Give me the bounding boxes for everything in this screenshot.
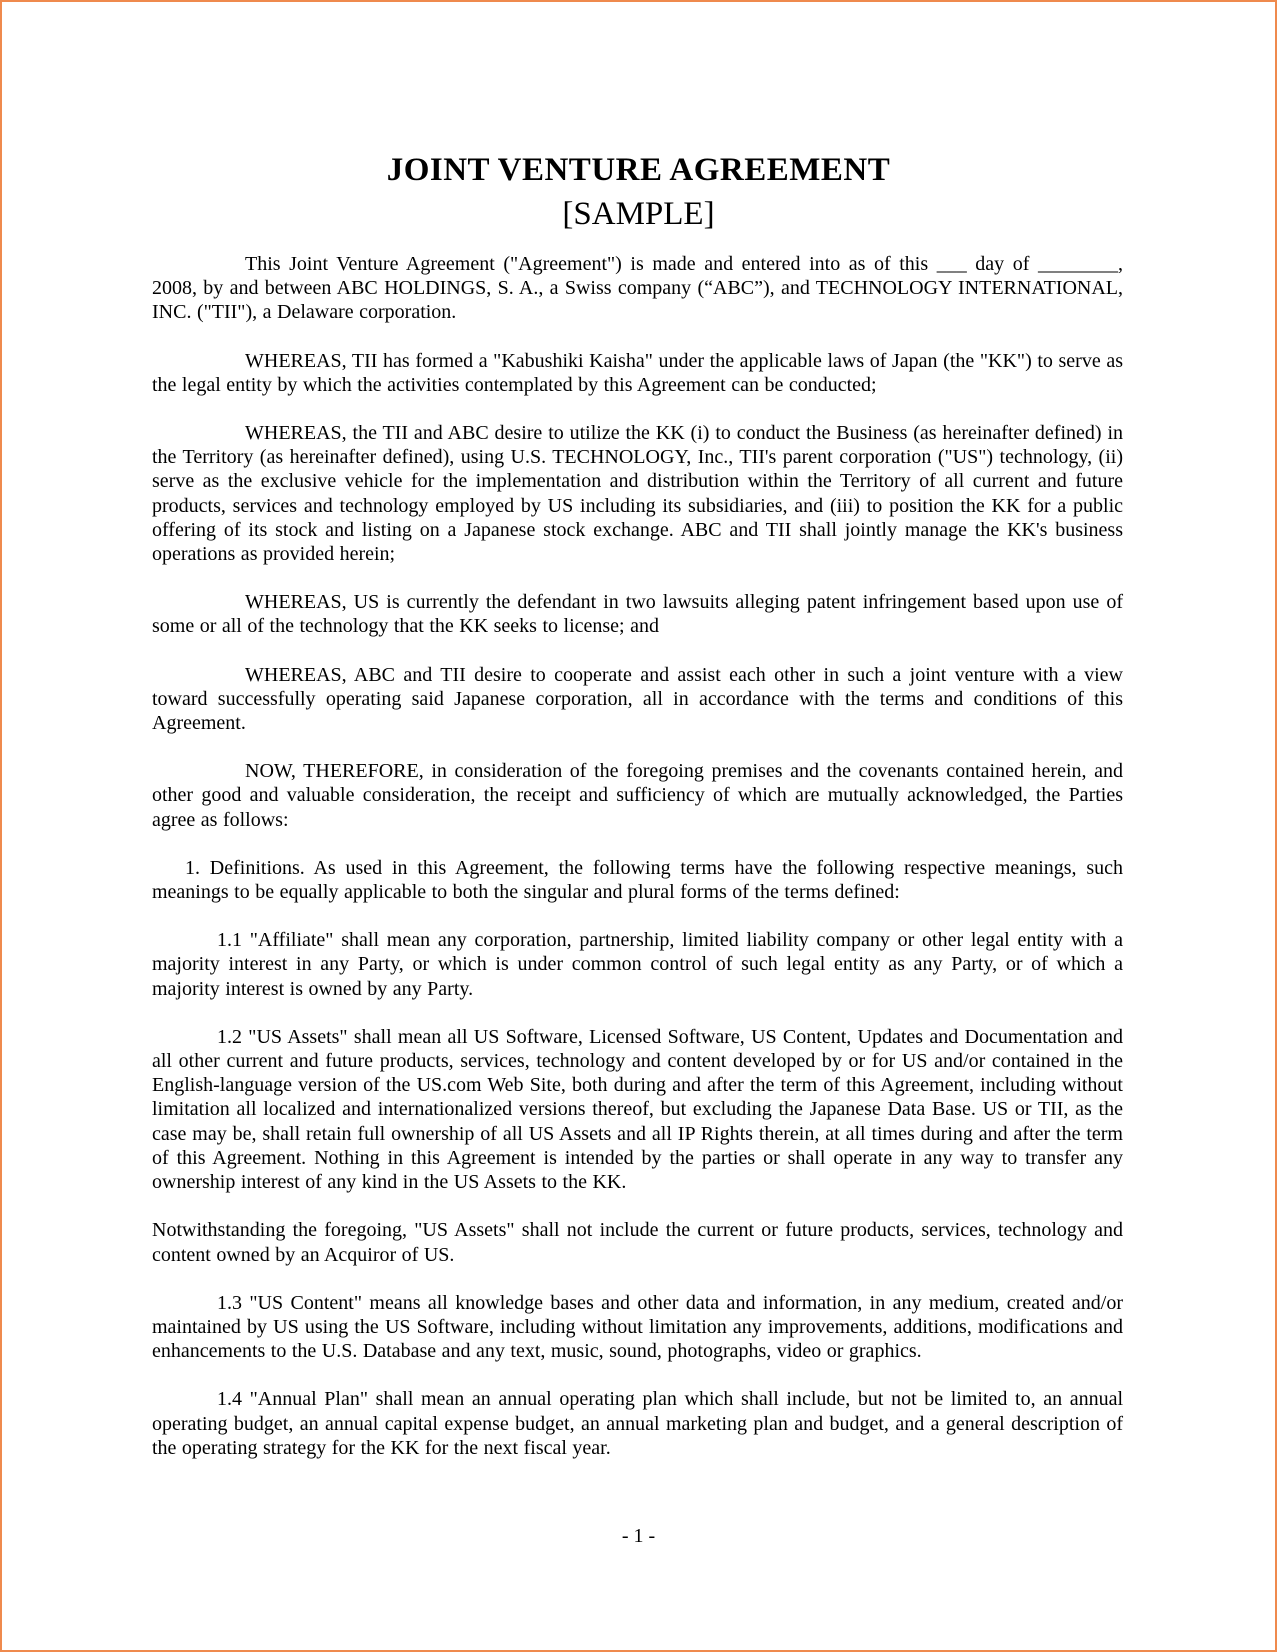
paragraph: WHEREAS, TII has formed a "Kabushiki Kaisha" under the applicable laws of Japan (the "KK") to serve as the legal entity by which the activities contemplated by this Agreement can be conducted; [152,349,1123,396]
paragraph: WHEREAS, US is currently the defendant in two lawsuits alleging patent infringement based upon use of some or all of the technology that the KK seeks to license; and [152,591,1123,638]
paragraph: 1.3 "US Content" means all knowledge bases and other data and information, in any medium, created and/or maintained by US using the US Software, including without limitation any improvements, additions, modifications and enhancements to the U.S. Database and any text, music, sound, photographs, video or graphics. [152,1291,1123,1363]
paragraph: WHEREAS, ABC and TII desire to cooperate and assist each other in such a joint venture with a view toward successfully operating said Japanese corporation, all in accordance with the terms and conditions of this Agreement. [152,663,1123,735]
paragraph: 1.4 "Annual Plan" shall mean an annual operating plan which shall include, but not be limited to, an annual operating budget, an annual capital expense budget, an annual marketing plan and budget, and a general description of the operating strategy for the KK for the next fiscal year. [152,1388,1123,1459]
document-title: JOINT VENTURE AGREEMENT [386,152,891,188]
paragraph: This Joint Venture Agreement ("Agreement") is made and entered into as of this ___ day of ________, 2008, by and between ABC HOLDINGS, S. A., a Swiss company (“ABC”), and TECHNOLOGY INTERNATIONAL, INC. ("TII"), a Delaware corporation. [152,253,1123,324]
paragraph: 1. Definitions. As used in this Agreement, the following terms have the following respective meanings, such meanings to be equally applicable to both the singular and plural forms of the terms defined: [152,856,1123,904]
paragraph: 1.2 "US Assets" shall mean all US Software, Licensed Software, US Content, Updates and Documentation and all other current and future products, services, technology and content developed by or for US and/or contained in the English-language version of the US.com Web Site, both during and after the term of this Agreement, including without limitation all localized and internationalized versions thereof, but excluding the Japanese Data Base. US or TII, as the case may be, shall retain full ownership of all US Assets and all IP Rights therein, at all times during and after the term of this Agreement. Nothing in this Agreement is intended by the parties or shall operate in any way to transfer any ownership interest of any kind in the US Assets to the KK. [152,1025,1123,1194]
paragraph: Notwithstanding the foregoing, "US Assets" shall not include the current or future products, services, technology and content owned by an Acquiror of US. [152,1219,1123,1266]
paragraph: NOW, THEREFORE, in consideration of the foregoing premises and the covenants contained herein, and other good and valuable consideration, the receipt and sufficiency of which are mutually acknowledged, the Parties agree as follows: [152,760,1123,831]
document-subtitle: [SAMPLE] [562,196,715,232]
paragraph: WHEREAS, the TII and ABC desire to utilize the KK (i) to conduct the Business (as hereinafter defined) in the Territory (as hereinafter defined), using U.S. TECHNOLOGY, Inc., TII's parent corporation ("US") technology, (ii) serve as the exclusive vehicle for the implementation and distribution within the Territory of all current and future products, services and technology employed by US including its subsidiaries, and (iii) to position the KK for a public offering of its stock and listing on a Japanese stock exchange. ABC and TII shall jointly manage the KK's business operations as provided herein; [152,422,1123,566]
paragraph: 1.1 "Affiliate" shall mean any corporation, partnership, limited liability company or other legal entity with a majority interest in any Party, or which is under common control of such legal entity as any Party, or of which a majority interest is owned by any Party. [152,929,1123,1000]
document-header [2,2,1275,236]
document-body [152,252,1123,1460]
page-number: - 1 - [621,1525,656,1547]
